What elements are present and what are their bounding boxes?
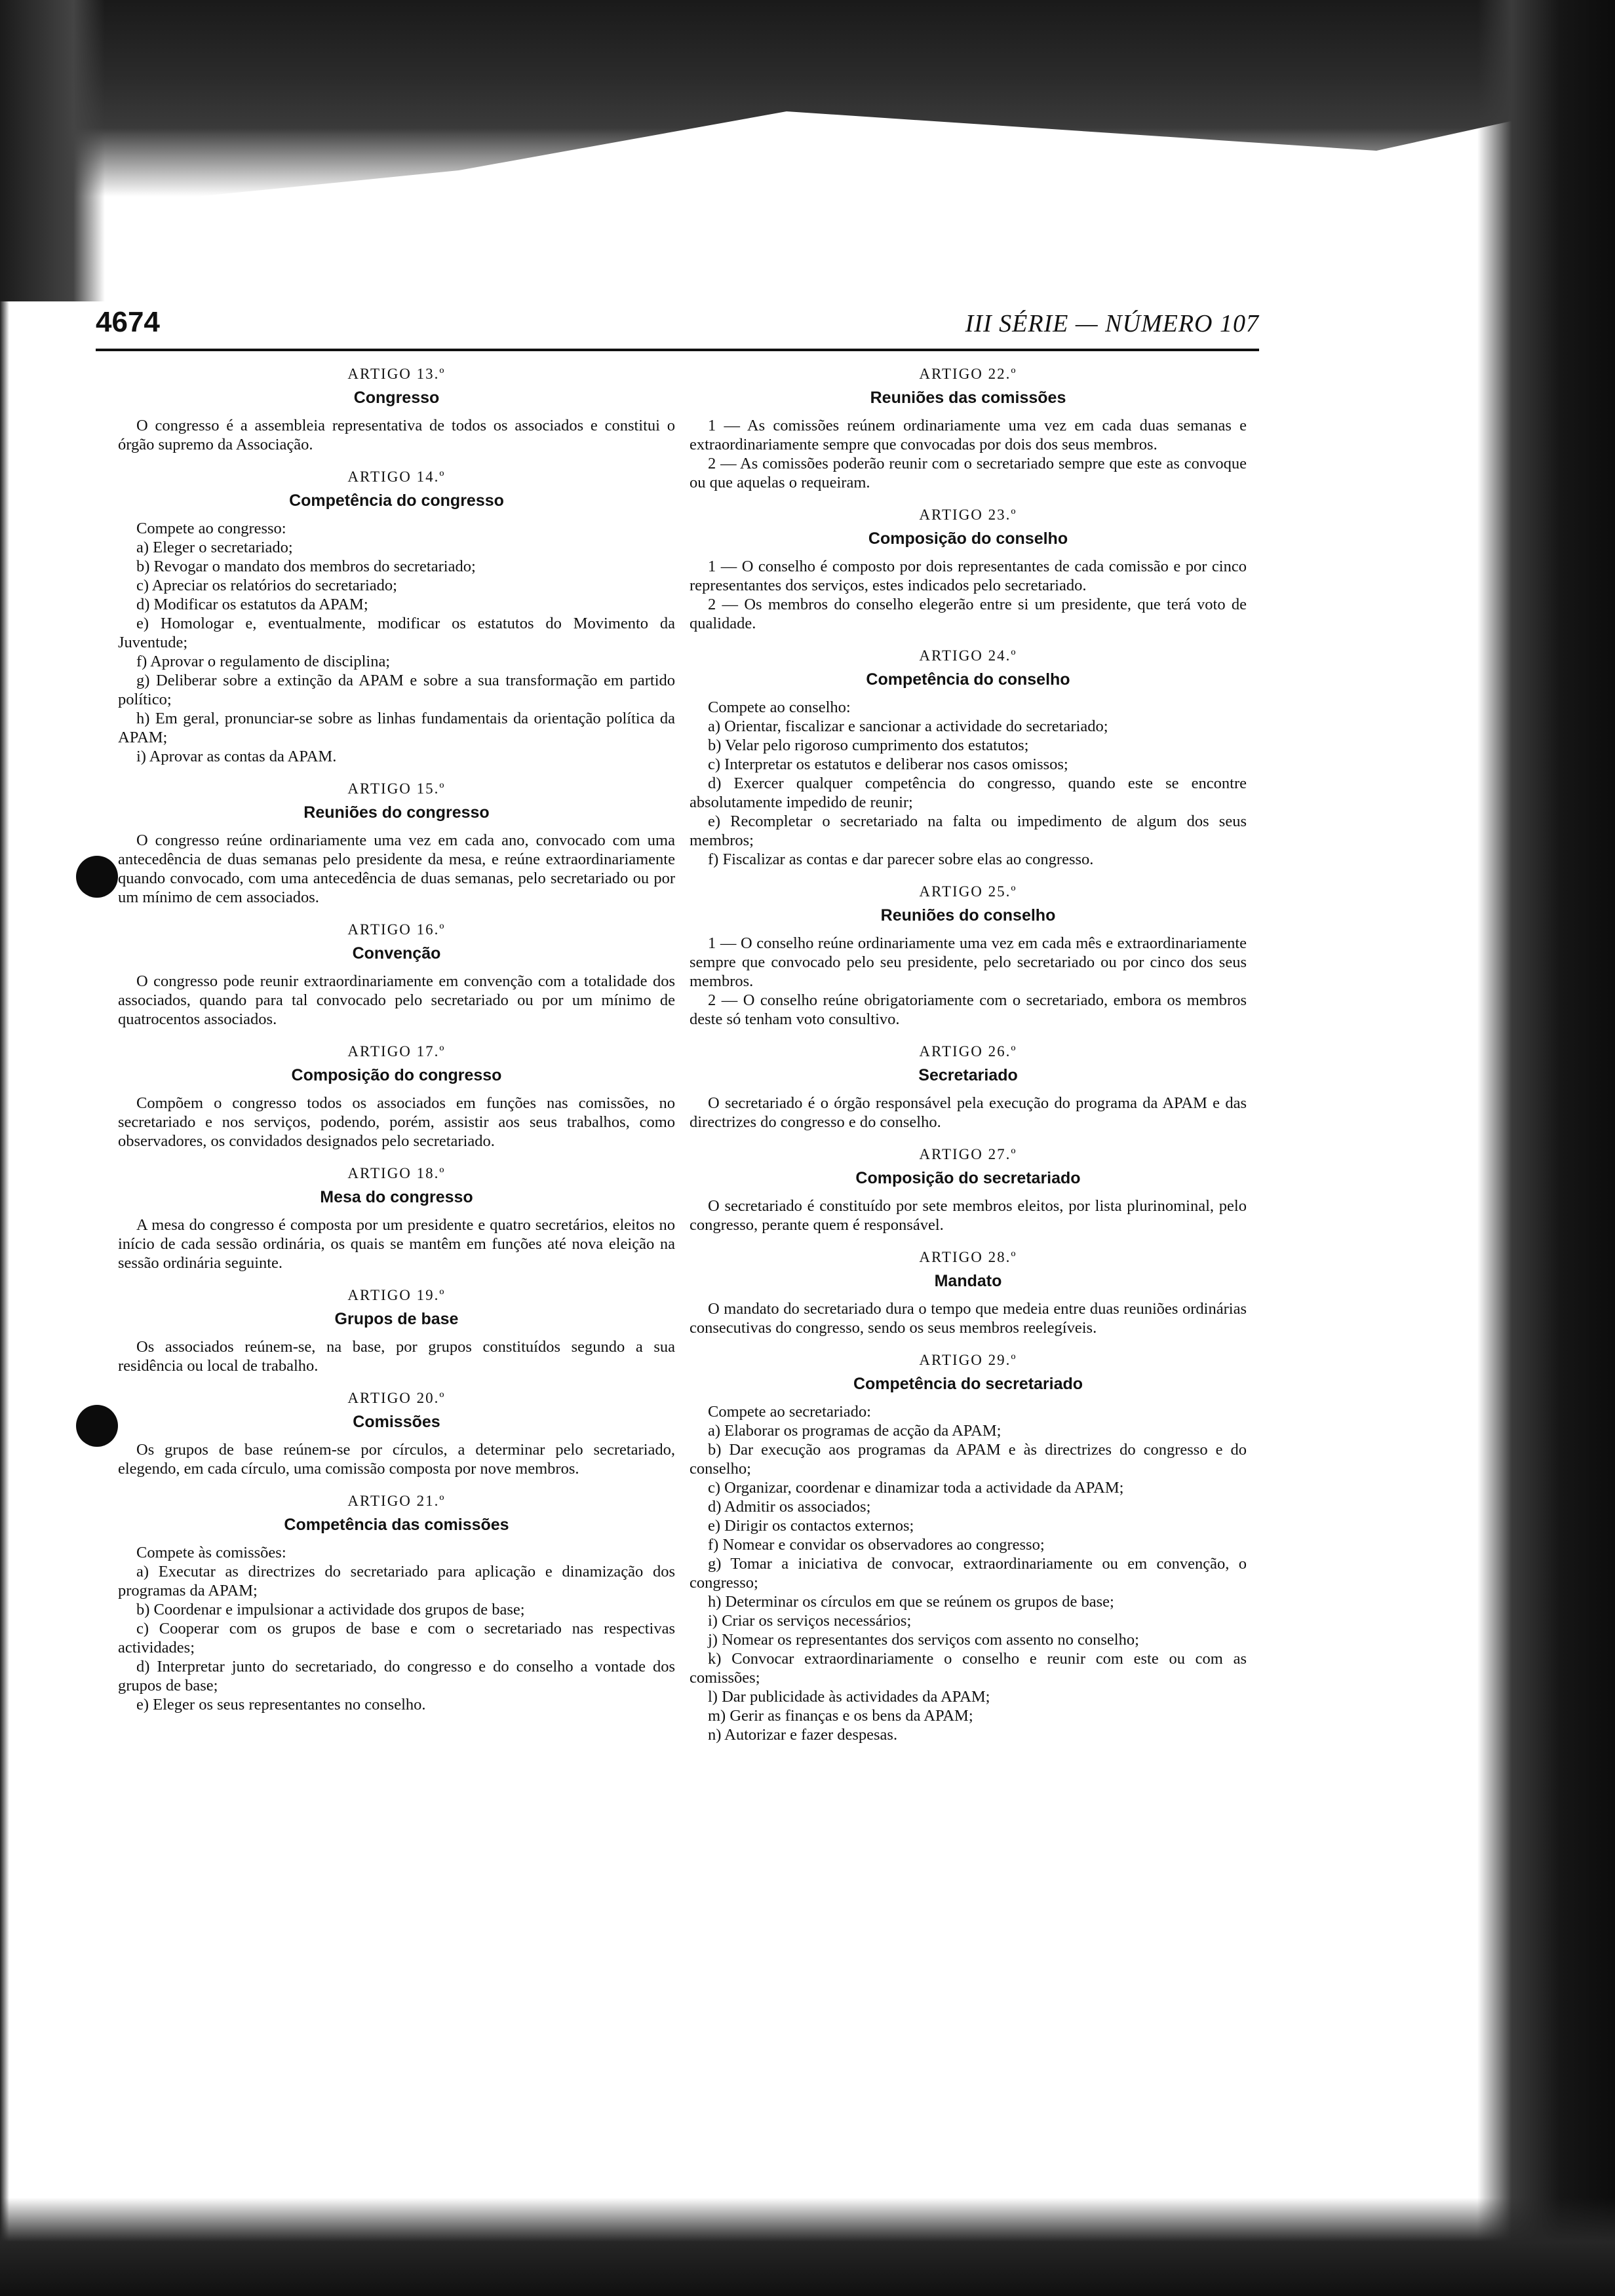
article-number: ARTIGO 17.º <box>347 1043 446 1060</box>
article-title: Composição do conselho <box>868 529 1068 548</box>
article-number: ARTIGO 13.º <box>347 366 446 382</box>
article-number: ARTIGO 20.º <box>347 1390 446 1406</box>
article-list-item: c) Organizar, coordenar e dinamizar toda a actividade da APAM; <box>708 1479 1124 1497</box>
article-paragraph: Compete ao conselho: <box>708 698 851 716</box>
article-list-item: e) Eleger os seus representantes no conselho. <box>136 1696 426 1713</box>
article-paragraph: Os associados reúnem-se, na base, por grupos constituídos segundo a sua residência ou local de trabalho. <box>118 1338 675 1375</box>
article-paragraph: Compete às comissões: <box>136 1544 286 1561</box>
article-title: Composição do secretariado <box>855 1169 1081 1187</box>
article-paragraph: 1 — O conselho é composto por dois representantes de cada comissão e por cinco representantes dos serviços, estes indicados pelo secretariado. <box>690 558 1247 594</box>
article-list-item: a) Executar as directrizes do secretariado para aplicação e dinamização dos programas da APAM; <box>118 1563 675 1599</box>
article-title: Reuniões do congresso <box>303 803 490 822</box>
article-section <box>690 505 1247 633</box>
article-list-item: h) Determinar os círculos em que se reúnem os grupos de base; <box>708 1593 1114 1611</box>
article-list-item: d) Modificar os estatutos da APAM; <box>136 596 368 613</box>
article-list-item: h) Em geral, pronunciar-se sobre as linhas fundamentais da orientação política da APAM; <box>118 710 675 746</box>
article-paragraph: 1 — As comissões reúnem ordinariamente uma vez em cada duas semanas e extraordinariamente sempre que convocadas por dois dos seus membros. <box>690 417 1247 453</box>
page-number: 4674 <box>96 306 160 338</box>
article-title: Competência do secretariado <box>853 1375 1083 1393</box>
article-title: Composição do congresso <box>291 1066 502 1084</box>
article-list-item: c) Apreciar os relatórios do secretariado; <box>136 577 397 594</box>
article-number: ARTIGO 15.º <box>347 780 446 797</box>
article-list-item: b) Velar pelo rigoroso cumprimento dos estatutos; <box>708 737 1029 754</box>
right-column <box>690 364 1247 2022</box>
article-title: Grupos de base <box>334 1310 459 1328</box>
article-number: ARTIGO 25.º <box>919 883 1017 900</box>
article-list-item: c) Interpretar os estatutos e deliberar nos casos omissos; <box>708 756 1068 773</box>
article-number: ARTIGO 23.º <box>919 507 1017 523</box>
article-paragraph: O secretariado é constituído por sete membros eleitos, por lista plurinominal, pelo congresso, perante quem é responsável. <box>690 1197 1247 1234</box>
article-section <box>118 1042 675 1151</box>
article-list-item: f) Aprovar o regulamento de disciplina; <box>136 653 391 670</box>
scan-border-bottom <box>0 2198 1615 2296</box>
article-title: Mesa do congresso <box>320 1188 473 1206</box>
article-list-item: i) Aprovar as contas da APAM. <box>136 748 337 765</box>
article-list-item: d) Exercer qualquer competência do congresso, quando este se encontre absolutamente impedido de reunir; <box>690 775 1247 811</box>
article-section <box>690 364 1247 492</box>
article-list-item: e) Recompletar o secretariado na falta ou impedimento de algum dos seus membros; <box>690 813 1247 849</box>
page-header <box>96 303 1259 351</box>
article-list-item: b) Coordenar e impulsionar a actividade dos grupos de base; <box>136 1601 525 1618</box>
article-section <box>690 1042 1247 1132</box>
article-list-item: c) Cooperar com os grupos de base e com o secretariado nas respectivas actividades; <box>118 1620 675 1656</box>
article-title: Competência das comissões <box>284 1516 509 1534</box>
series-number: III SÉRIE — NÚMERO 107 <box>965 310 1259 337</box>
article-section <box>118 1164 675 1272</box>
scan-border-left <box>0 0 105 301</box>
article-title: Competência do congresso <box>289 491 504 510</box>
article-list-item: b) Revogar o mandato dos membros do secretariado; <box>136 558 476 575</box>
article-number: ARTIGO 14.º <box>347 469 446 485</box>
article-list-item: d) Admitir os associados; <box>708 1498 871 1516</box>
article-number: ARTIGO 18.º <box>347 1165 446 1181</box>
article-section <box>690 882 1247 1029</box>
article-section <box>690 1145 1247 1234</box>
article-list-item: b) Dar execução aos programas da APAM e às directrizes do congresso e do conselho; <box>690 1441 1247 1478</box>
punch-hole <box>76 856 118 898</box>
article-title: Secretariado <box>918 1066 1018 1084</box>
article-list-item: g) Deliberar sobre a extinção da APAM e sobre a sua transformação em partido político; <box>118 672 675 708</box>
article-number: ARTIGO 16.º <box>347 921 446 938</box>
article-section <box>118 1491 675 1714</box>
article-section <box>118 1286 675 1375</box>
article-number: ARTIGO 26.º <box>919 1043 1017 1060</box>
article-title: Comissões <box>353 1413 440 1431</box>
article-section <box>118 364 675 454</box>
article-paragraph: O congresso reúne ordinariamente uma vez em cada ano, convocado com uma antecedência de duas semanas pelo presidente da mesa, e reúne extraordinariamente quando convocado, com uma antecedência de duas semanas, pelo secretariado ou por um mínimo de cem associados. <box>118 832 675 906</box>
article-paragraph: 2 — Os membros do conselho elegerão entre si um presidente, que terá voto de qualidade. <box>690 596 1247 632</box>
article-section <box>690 646 1247 869</box>
article-list-item: e) Dirigir os contactos externos; <box>708 1517 914 1535</box>
article-number: ARTIGO 21.º <box>347 1493 446 1509</box>
article-paragraph: O mandato do secretariado dura o tempo que medeia entre duas reuniões ordinárias consecutivas do congresso, sendo os seus membros reelegíveis. <box>690 1300 1247 1337</box>
scan-border-top <box>0 0 1615 197</box>
article-list-item: i) Criar os serviços necessários; <box>708 1612 912 1630</box>
article-paragraph: 2 — As comissões poderão reunir com o secretariado sempre que este as convoque ou que aquelas o requeiram. <box>690 455 1247 491</box>
article-section <box>118 1388 675 1478</box>
article-section <box>690 1248 1247 1337</box>
scan-border-right <box>1477 0 1615 2296</box>
article-paragraph: A mesa do congresso é composta por um presidente e quatro secretários, eleitos no início de cada sessão ordinária, os quais se mantêm em funções até nova eleição na sessão ordinária seguinte. <box>118 1216 675 1272</box>
article-list-item: m) Gerir as finanças e os bens da APAM; <box>708 1707 973 1725</box>
article-paragraph: Compõem o congresso todos os associados em funções nas comissões, no secretariado e nos serviços, podendo, porém, assistir aos seus trabalhos, como observadores, os convidados designados pelo secretariado. <box>118 1094 675 1150</box>
article-list-item: n) Autorizar e fazer despesas. <box>708 1726 898 1744</box>
article-section <box>118 467 675 766</box>
article-title: Reuniões do conselho <box>880 906 1056 925</box>
article-list-item: l) Dar publicidade às actividades da APAM; <box>708 1688 990 1706</box>
article-number: ARTIGO 19.º <box>347 1287 446 1303</box>
article-list-item: d) Interpretar junto do secretariado, do congresso e do conselho a vontade dos grupos de base; <box>118 1658 675 1694</box>
article-section <box>690 1350 1247 1744</box>
article-title: Reuniões das comissões <box>870 389 1066 407</box>
scan-border-left-edge <box>0 301 9 2296</box>
article-number: ARTIGO 28.º <box>919 1249 1017 1265</box>
article-paragraph: O congresso pode reunir extraordinariamente em convenção com a totalidade dos associados, quando para tal convocado pelo secretariado ou por um mínimo de quatrocentos associados. <box>118 972 675 1028</box>
punch-hole <box>76 1405 118 1447</box>
article-paragraph: Os grupos de base reúnem-se por círculos, a determinar pelo secretariado, elegendo, em cada círculo, uma comissão composta por nove membros. <box>118 1441 675 1478</box>
left-column <box>118 364 675 2022</box>
article-paragraph: Compete ao secretariado: <box>708 1403 871 1421</box>
article-paragraph: O secretariado é o órgão responsável pela execução do programa da APAM e das directrizes do congresso e do conselho. <box>690 1094 1247 1131</box>
article-list-item: e) Homologar e, eventualmente, modificar os estatutos do Movimento da Juventude; <box>118 615 675 651</box>
article-paragraph: O congresso é a assembleia representativa de todos os associados e constitui o órgão supremo da Associação. <box>118 417 675 453</box>
article-number: ARTIGO 27.º <box>919 1146 1017 1162</box>
article-list-item: f) Fiscalizar as contas e dar parecer sobre elas ao congresso. <box>708 851 1094 868</box>
article-title: Competência do conselho <box>866 670 1070 689</box>
article-list-item: a) Elaborar os programas de acção da APAM; <box>708 1422 1002 1440</box>
article-list-item: j) Nomear os representantes dos serviços com assento no conselho; <box>708 1631 1139 1649</box>
article-paragraph: 2 — O conselho reúne obrigatoriamente com o secretariado, embora os membros deste só tenham voto consultivo. <box>690 991 1247 1028</box>
article-title: Convenção <box>352 944 441 963</box>
article-list-item: f) Nomear e convidar os observadores ao congresso; <box>708 1536 1045 1554</box>
article-number: ARTIGO 22.º <box>919 366 1017 382</box>
article-list-item: g) Tomar a iniciativa de convocar, extraordinariamente ou em convenção, o congresso; <box>690 1555 1247 1592</box>
article-title: Congresso <box>353 389 440 407</box>
article-section <box>118 920 675 1029</box>
article-list-item: k) Convocar extraordinariamente o conselho e reunir com este ou com as comissões; <box>690 1650 1247 1687</box>
article-number: ARTIGO 24.º <box>919 647 1017 664</box>
article-paragraph: Compete ao congresso: <box>136 520 286 537</box>
article-paragraph: 1 — O conselho reúne ordinariamente uma vez em cada mês e extraordinariamente sempre que convocado pelo seu presidente, pelo secretariado ou por cinco dos seus membros. <box>690 934 1247 990</box>
article-number: ARTIGO 29.º <box>919 1352 1017 1368</box>
article-list-item: a) Eleger o secretariado; <box>136 539 293 556</box>
article-list-item: a) Orientar, fiscalizar e sancionar a actividade do secretariado; <box>708 718 1108 735</box>
article-section <box>118 779 675 907</box>
article-title: Mandato <box>934 1272 1002 1290</box>
